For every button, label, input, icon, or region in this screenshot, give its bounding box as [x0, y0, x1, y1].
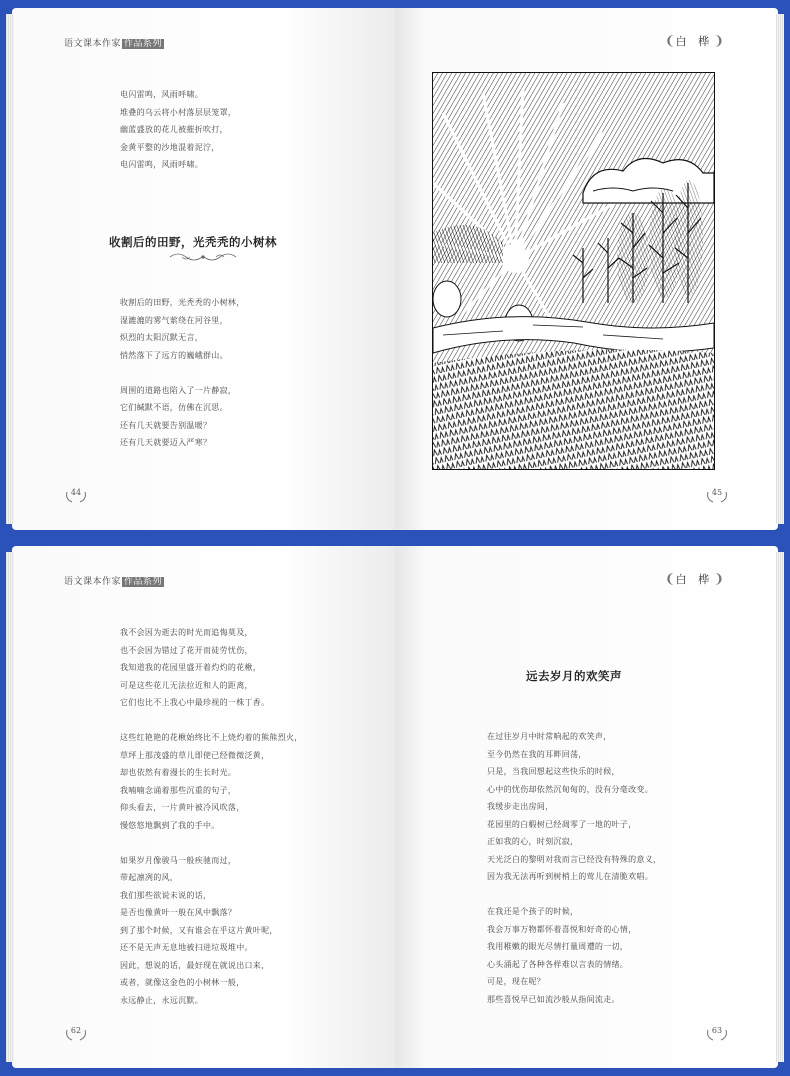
page-63: [395, 546, 778, 1068]
series-tag: 作品系列: [124, 39, 163, 49]
poem-line: 在我还是个孩子的时候，: [487, 907, 579, 916]
poem-stanza: [487, 728, 661, 886]
poem-line: 湿漉漉的雾气萦绕在河谷里，: [120, 315, 228, 325]
laurel-left-icon: ❨: [664, 572, 676, 587]
poem-stanza: [487, 903, 661, 1008]
poem-line: 花园里的白椴树已经凋零了一地的叶子，: [487, 819, 637, 829]
poem-line: 金黄平整的沙地混着泥泞，: [120, 142, 220, 152]
poem-line: 天光泛白的黎明对我而言已经没有特殊的意义，: [487, 854, 662, 864]
page-edge: [776, 552, 784, 1062]
poem-intro-stanza: [120, 86, 236, 174]
page-number: [705, 1026, 729, 1035]
poem-line: 悄然落下了远方的巍峨群山。: [120, 350, 228, 360]
section-title: 收割后的田野，光秃秃的小树林: [109, 235, 277, 249]
poem-line: 炽烈的太阳沉默无言，: [120, 333, 203, 342]
series-name: 语文课本作家: [64, 39, 122, 49]
poem-body: [487, 728, 661, 1026]
poem-line: 我会万事万物都怀着喜悦和好奇的心情，: [487, 924, 637, 934]
page-62: [12, 546, 395, 1068]
poem-line: 因此，想说的话，最好现在就说出口来，: [120, 960, 270, 970]
poem-stanza: [120, 624, 303, 712]
poem-line: 周围的道路也陷入了一片静寂，: [120, 385, 237, 395]
poem-line: 可是，现在呢？: [487, 977, 546, 986]
book-spread-bottom: [12, 546, 778, 1068]
page-number: [64, 1026, 88, 1035]
sunset-fields-engraving: [433, 73, 714, 469]
page-edge: [6, 14, 14, 524]
book-title-header: [665, 33, 724, 49]
page-number-text: 45: [711, 488, 723, 497]
laurel-right-icon: ❩: [713, 572, 724, 587]
poem-line: 永远静止，永远沉默。: [120, 995, 203, 1005]
book-spread-top: [12, 8, 778, 530]
section-title: 远去岁月的欢笑声: [526, 669, 622, 683]
poem-line: 在过往岁月中时常响起的欢笑声，: [487, 732, 612, 741]
poem-line: 心中的忧伤却依然沉甸甸的，没有分毫改变。: [487, 784, 653, 794]
poem-line: 却也依然有着漫长的生长时光。: [120, 768, 237, 777]
poem-stanza: [120, 729, 303, 834]
poem-line: 还有几天就要告别温暖？: [120, 420, 212, 430]
poem-line: 心头涌起了各种各样难以言表的情绪。: [487, 959, 629, 969]
poem-line: 我不会因为逝去的时光而追悔莫及，: [120, 628, 253, 637]
poem-line: 至今仍然在我的耳畔回荡，: [487, 749, 587, 759]
page-number: [64, 488, 88, 497]
poem-line: 电闪雷鸣，风雨呼啸。: [120, 160, 203, 169]
page-number-text: 63: [711, 1026, 723, 1035]
poem-line: 收割后的田野，光秃秃的小树林，: [120, 298, 245, 307]
poem-line: 还有几天就要迈入严寒？: [120, 438, 212, 447]
poem-line: 电闪雷鸣，风雨呼啸。: [120, 90, 203, 99]
poem-line: 这些红艳艳的花楸始终比不上烧灼着的熊熊烈火，: [120, 733, 303, 742]
series-tag: 作品系列: [124, 577, 163, 587]
landscape-illustration: [432, 72, 715, 470]
poem-line: 正如我的心，时刻沉寂，: [487, 837, 579, 846]
laurel-left-icon: ❨: [664, 34, 676, 49]
book-title: 白 桦: [675, 573, 714, 586]
poem-line: 我缓步走出房间，: [487, 802, 554, 811]
page-number-text: 44: [70, 488, 82, 497]
laurel-right-icon: ❩: [713, 34, 724, 49]
series-name: 语文课本作家: [64, 577, 122, 587]
poem-line: 带起凛冽的风，: [120, 873, 179, 882]
poem-line: 我们那些欲说未说的话，: [120, 890, 212, 900]
poem-line: 那些喜悦早已如流沙般从指间流走。: [487, 994, 620, 1004]
series-header: [64, 574, 164, 587]
poem-line: 到了那个时候，又有谁会在乎这片黄叶呢，: [120, 925, 278, 935]
poem-stanza: [120, 382, 245, 452]
poem-line: 它们也比不上我心中最珍视的一株丁香。: [120, 698, 270, 707]
page-number: [705, 488, 729, 497]
book-title-header: [665, 571, 724, 587]
poem-line: 也不会因为错过了花开而徒劳忧伤，: [120, 645, 253, 655]
page-edge: [776, 14, 784, 524]
poem-line: 如果岁月像骏马一般疾驰而过，: [120, 855, 237, 865]
poem-line: 我喃喃念诵着那些沉重的句子，: [120, 785, 237, 795]
poem-line: 还不是无声无息地被扫进垃圾堆中。: [120, 943, 253, 952]
page-number-text: 62: [70, 1026, 82, 1035]
series-header: [64, 36, 164, 49]
page-45: [395, 8, 778, 530]
poem-line: 或者，就像这金色的小树林一般，: [120, 978, 245, 987]
poem-line: 可是这些花儿无法拉近和人的距离，: [120, 680, 253, 690]
poem-line: 它们缄默不语，仿佛在沉思。: [120, 403, 228, 412]
poem-body: [120, 624, 303, 1027]
flourish-ornament-icon: [168, 251, 238, 263]
poem-line: 慢悠悠地飘到了我的手中。: [120, 820, 220, 830]
poem-line: 只是，当我回想起这些快乐的时候，: [487, 767, 620, 776]
poem-line: 仰头看去，一片黄叶被冷风吹落，: [120, 803, 245, 812]
poem-body: [120, 294, 245, 469]
poem-stanza: [120, 852, 303, 1010]
page-44: [12, 8, 395, 530]
poem-line: 我用稚嫩的眼光尽情打量周遭的一切，: [487, 942, 629, 951]
poem-stanza: [120, 294, 245, 364]
page-edge: [6, 552, 14, 1062]
poem-line: 堆叠的乌云将小村落层层笼罩，: [120, 107, 237, 117]
poem-line: 是否也像黄叶一般在风中飘落？: [120, 908, 237, 917]
poem-line: 草坪上那茂盛的草儿即使已经微微泛黄，: [120, 750, 270, 760]
poem-line: 我知道我的花园里盛开着灼灼的花楸，: [120, 663, 262, 672]
poem-line: 幽蓝盛放的花儿被摧折吹打，: [120, 125, 228, 134]
poem-line: 因为我无法再听到树梢上的莺儿在清脆欢唱。: [487, 872, 653, 881]
book-title: 白 桦: [675, 35, 714, 48]
